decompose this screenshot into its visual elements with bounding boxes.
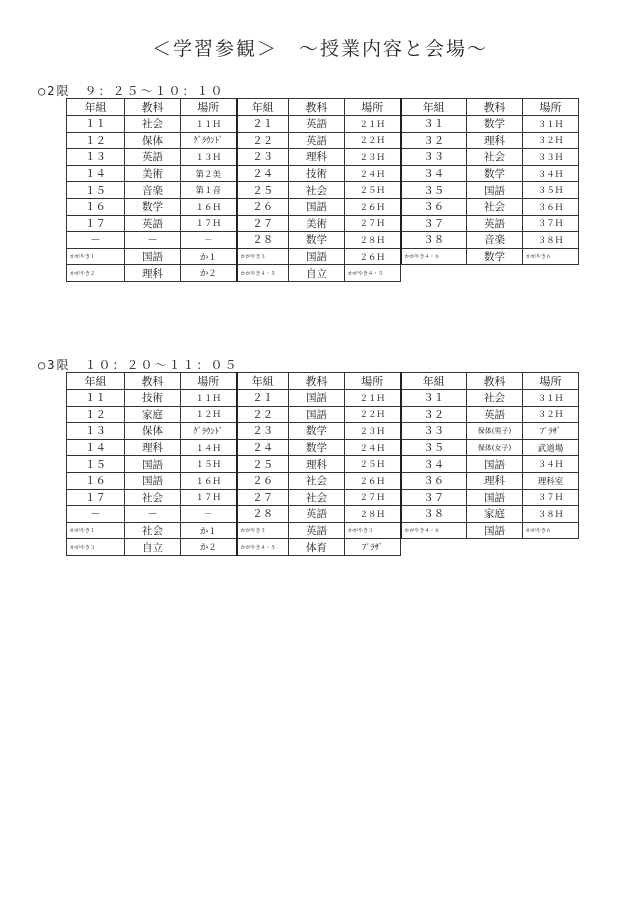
place-cell: １２Ｈ <box>181 406 237 423</box>
subject-cell: － <box>125 506 181 523</box>
class-cell: １５ <box>67 182 125 199</box>
place-cell: か２ <box>181 539 237 556</box>
table-row <box>67 182 579 199</box>
subject-cell: 英語 <box>289 132 345 149</box>
class-cell: かがやき１ <box>67 522 125 539</box>
class-cell: かがやき４・６ <box>401 522 467 539</box>
subject-cell: 社会 <box>289 472 345 489</box>
empty-cell <box>467 265 523 282</box>
place-cell: 武道場 <box>523 439 579 456</box>
class-cell: ２７ <box>237 489 289 506</box>
class-cell: １６ <box>67 198 125 215</box>
empty-cell <box>401 265 467 282</box>
class-cell: １７ <box>67 215 125 232</box>
place-cell: かがやき３ <box>345 522 401 539</box>
place-cell: か１ <box>181 248 237 265</box>
table-row <box>67 456 579 473</box>
class-cell: ３４ <box>401 456 467 473</box>
place-cell: ２３Ｈ <box>345 423 401 440</box>
place-cell: ３２Ｈ <box>523 132 579 149</box>
subject-cell: 国語 <box>125 456 181 473</box>
empty-cell <box>467 539 523 556</box>
place-cell: ２１Ｈ <box>345 116 401 133</box>
subject-cell: 数学 <box>289 439 345 456</box>
class-cell: ２３ <box>237 423 289 440</box>
subject-cell: 保体 <box>125 132 181 149</box>
subject-cell: 美術 <box>125 165 181 182</box>
subject-cell: 社会 <box>125 522 181 539</box>
class-cell: ２８ <box>237 506 289 523</box>
class-cell: かがやき４・５ <box>237 265 289 282</box>
subject-cell: 保体 <box>125 423 181 440</box>
class-cell: ３４ <box>401 165 467 182</box>
class-cell: ３８ <box>401 506 467 523</box>
subject-cell: 国語 <box>289 198 345 215</box>
subject-header: 教科 <box>125 99 181 116</box>
place-cell: 第１音 <box>181 182 237 199</box>
subject-cell: 美術 <box>289 215 345 232</box>
class-cell: かがやき３ <box>237 522 289 539</box>
subject-header: 教科 <box>289 99 345 116</box>
table-row <box>67 165 579 182</box>
subject-cell: 家庭 <box>467 506 523 523</box>
table-row <box>67 232 579 249</box>
subject-cell: 理科 <box>289 149 345 166</box>
place-cell: ２６Ｈ <box>345 198 401 215</box>
subject-cell: 理科 <box>125 265 181 282</box>
subject-cell: 理科 <box>467 472 523 489</box>
subject-cell: 理科 <box>289 456 345 473</box>
place-cell: ２４Ｈ <box>345 165 401 182</box>
class-cell: ２６ <box>237 472 289 489</box>
class-cell: ３２ <box>401 132 467 149</box>
table-row <box>67 198 579 215</box>
subject-cell: 保体(女子) <box>467 439 523 456</box>
period-3-table <box>66 372 579 556</box>
subject-cell: 国語 <box>125 472 181 489</box>
subject-cell: 数学 <box>125 198 181 215</box>
class-cell: １２ <box>67 406 125 423</box>
subject-cell: 数学 <box>467 165 523 182</box>
class-cell: ３８ <box>401 232 467 249</box>
place-cell: ３１Ｈ <box>523 116 579 133</box>
place-cell: ３７Ｈ <box>523 215 579 232</box>
table-row <box>67 489 579 506</box>
place-cell: ２６Ｈ <box>345 472 401 489</box>
empty-cell <box>523 539 579 556</box>
place-cell: ２７Ｈ <box>345 489 401 506</box>
table-row <box>67 116 579 133</box>
place-cell: １４Ｈ <box>181 439 237 456</box>
place-header: 場所 <box>181 99 237 116</box>
subject-cell: 英語 <box>125 215 181 232</box>
class-header: 年組 <box>237 373 289 390</box>
period-3-heading: ○3限 １０：２０～１１：０５ <box>38 358 239 372</box>
class-cell: ３１ <box>401 116 467 133</box>
header-row <box>67 373 579 390</box>
class-cell: かがやき３ <box>237 248 289 265</box>
class-cell: ２５ <box>237 456 289 473</box>
table-row <box>67 506 579 523</box>
place-cell: ３６Ｈ <box>523 198 579 215</box>
place-cell: ３４Ｈ <box>523 456 579 473</box>
header-row <box>67 99 579 116</box>
class-cell: － <box>67 232 125 249</box>
class-header: 年組 <box>67 99 125 116</box>
subject-cell: 国語 <box>289 406 345 423</box>
place-header: 場所 <box>345 99 401 116</box>
place-cell: ２４Ｈ <box>345 439 401 456</box>
place-cell: － <box>181 232 237 249</box>
class-cell: １５ <box>67 456 125 473</box>
class-cell: ３７ <box>401 215 467 232</box>
empty-cell <box>401 539 467 556</box>
class-cell: かがやき４・６ <box>401 248 467 265</box>
class-cell: かがやき２ <box>67 265 125 282</box>
place-header: 場所 <box>523 99 579 116</box>
subject-cell: 数学 <box>467 248 523 265</box>
place-cell: ２１Ｈ <box>345 390 401 407</box>
class-cell: ２３ <box>237 149 289 166</box>
table-row <box>67 522 579 539</box>
subject-cell: 数学 <box>289 423 345 440</box>
subject-cell: 自立 <box>289 265 345 282</box>
place-cell: １１Ｈ <box>181 116 237 133</box>
table-row <box>67 423 579 440</box>
class-cell: ２２ <box>237 132 289 149</box>
place-cell: ２５Ｈ <box>345 182 401 199</box>
subject-cell: 社会 <box>125 116 181 133</box>
class-cell: ２４ <box>237 165 289 182</box>
place-header: 場所 <box>523 373 579 390</box>
subject-cell: 理科 <box>125 439 181 456</box>
subject-cell: 国語 <box>467 522 523 539</box>
class-cell: ２２ <box>237 406 289 423</box>
class-cell: かがやき３ <box>67 539 125 556</box>
subject-cell: 英語 <box>289 116 345 133</box>
place-cell: ２５Ｈ <box>345 456 401 473</box>
place-cell: １７Ｈ <box>181 215 237 232</box>
place-cell: ２３Ｈ <box>345 149 401 166</box>
table-row <box>67 215 579 232</box>
place-cell: ２６Ｈ <box>345 248 401 265</box>
subject-cell: 音楽 <box>125 182 181 199</box>
subject-cell: 国語 <box>467 489 523 506</box>
place-cell: １３Ｈ <box>181 149 237 166</box>
subject-cell: 保体(男子) <box>467 423 523 440</box>
place-cell: 理科室 <box>523 472 579 489</box>
subject-cell: 理科 <box>467 132 523 149</box>
place-cell: ﾌﾟﾗｻﾞ <box>345 539 401 556</box>
class-cell: １２ <box>67 132 125 149</box>
subject-cell: 社会 <box>467 390 523 407</box>
place-cell: 第２美 <box>181 165 237 182</box>
class-cell: １４ <box>67 165 125 182</box>
class-cell: かがやき１ <box>67 248 125 265</box>
class-cell: ２８ <box>237 232 289 249</box>
class-cell: － <box>67 506 125 523</box>
class-cell: １３ <box>67 149 125 166</box>
place-cell: ３８Ｈ <box>523 232 579 249</box>
subject-cell: 国語 <box>289 390 345 407</box>
place-cell: １１Ｈ <box>181 390 237 407</box>
place-cell: ３１Ｈ <box>523 390 579 407</box>
place-cell: ３３Ｈ <box>523 149 579 166</box>
class-cell: ３５ <box>401 439 467 456</box>
subject-cell: 社会 <box>125 489 181 506</box>
subject-cell: 社会 <box>467 198 523 215</box>
place-cell: ３８Ｈ <box>523 506 579 523</box>
place-cell: ３７Ｈ <box>523 489 579 506</box>
subject-cell: 技術 <box>125 390 181 407</box>
period-2-table <box>66 98 579 282</box>
class-cell: ２１ <box>237 390 289 407</box>
subject-cell: 家庭 <box>125 406 181 423</box>
table-row <box>67 132 579 149</box>
class-cell: ３６ <box>401 198 467 215</box>
place-cell: ２８Ｈ <box>345 506 401 523</box>
subject-header: 教科 <box>289 373 345 390</box>
empty-cell <box>523 265 579 282</box>
class-header: 年組 <box>237 99 289 116</box>
class-cell: ３５ <box>401 182 467 199</box>
place-cell: かがやき６ <box>523 522 579 539</box>
place-cell: かがやき４・５ <box>345 265 401 282</box>
place-cell: か２ <box>181 265 237 282</box>
subject-header: 教科 <box>467 99 523 116</box>
class-cell: ２１ <box>237 116 289 133</box>
subject-cell: 技術 <box>289 165 345 182</box>
class-cell: ２５ <box>237 182 289 199</box>
class-header: 年組 <box>67 373 125 390</box>
class-cell: ３３ <box>401 423 467 440</box>
place-cell: ３２Ｈ <box>523 406 579 423</box>
subject-cell: 体育 <box>289 539 345 556</box>
class-cell: ３６ <box>401 472 467 489</box>
table-row <box>67 248 579 265</box>
class-cell: １３ <box>67 423 125 440</box>
subject-cell: 国語 <box>467 182 523 199</box>
subject-cell: 英語 <box>467 215 523 232</box>
subject-cell: 社会 <box>289 489 345 506</box>
subject-header: 教科 <box>125 373 181 390</box>
table-row <box>67 149 579 166</box>
subject-cell: 社会 <box>467 149 523 166</box>
subject-header: 教科 <box>467 373 523 390</box>
place-cell: １６Ｈ <box>181 198 237 215</box>
place-header: 場所 <box>181 373 237 390</box>
subject-cell: 国語 <box>289 248 345 265</box>
subject-cell: 数学 <box>467 116 523 133</box>
class-cell: ３２ <box>401 406 467 423</box>
place-cell: ｸﾞﾗｳﾝﾄﾞ <box>181 423 237 440</box>
subject-cell: 自立 <box>125 539 181 556</box>
subject-cell: 社会 <box>289 182 345 199</box>
class-cell: ２６ <box>237 198 289 215</box>
subject-cell: 英語 <box>125 149 181 166</box>
table-row <box>67 539 579 556</box>
place-cell: ３５Ｈ <box>523 182 579 199</box>
subject-cell: 国語 <box>125 248 181 265</box>
place-cell: １６Ｈ <box>181 472 237 489</box>
class-cell: １６ <box>67 472 125 489</box>
place-cell: ２２Ｈ <box>345 406 401 423</box>
subject-cell: 英語 <box>289 522 345 539</box>
class-cell: １１ <box>67 116 125 133</box>
class-cell: ２４ <box>237 439 289 456</box>
place-header: 場所 <box>345 373 401 390</box>
subject-cell: 音楽 <box>467 232 523 249</box>
place-cell: ﾌﾟﾗｻﾞ <box>523 423 579 440</box>
place-cell: ３４Ｈ <box>523 165 579 182</box>
place-cell: ｸﾞﾗｳﾝﾄﾞ <box>181 132 237 149</box>
subject-cell: 国語 <box>467 456 523 473</box>
class-cell: １７ <box>67 489 125 506</box>
table-row <box>67 406 579 423</box>
place-cell: １５Ｈ <box>181 456 237 473</box>
place-cell: － <box>181 506 237 523</box>
class-header: 年組 <box>401 99 467 116</box>
page-title: ＜学習参観＞ ～授業内容と会場～ <box>151 38 488 60</box>
class-cell: かがやき４・５ <box>237 539 289 556</box>
subject-cell: 英語 <box>467 406 523 423</box>
class-cell: １４ <box>67 439 125 456</box>
class-cell: １１ <box>67 390 125 407</box>
place-cell: １７Ｈ <box>181 489 237 506</box>
subject-cell: － <box>125 232 181 249</box>
place-cell: かがやき６ <box>523 248 579 265</box>
subject-cell: 数学 <box>289 232 345 249</box>
subject-cell: 英語 <box>289 506 345 523</box>
table-row <box>67 390 579 407</box>
table-row <box>67 472 579 489</box>
class-cell: ３１ <box>401 390 467 407</box>
period-2-heading: ○2限 ９：２５～１０：１０ <box>38 84 225 98</box>
class-header: 年組 <box>401 373 467 390</box>
place-cell: ２７Ｈ <box>345 215 401 232</box>
class-cell: ２７ <box>237 215 289 232</box>
class-cell: ３３ <box>401 149 467 166</box>
place-cell: か１ <box>181 522 237 539</box>
class-cell: ３７ <box>401 489 467 506</box>
table-row <box>67 439 579 456</box>
place-cell: ２２Ｈ <box>345 132 401 149</box>
place-cell: ２８Ｈ <box>345 232 401 249</box>
table-row <box>67 265 579 282</box>
